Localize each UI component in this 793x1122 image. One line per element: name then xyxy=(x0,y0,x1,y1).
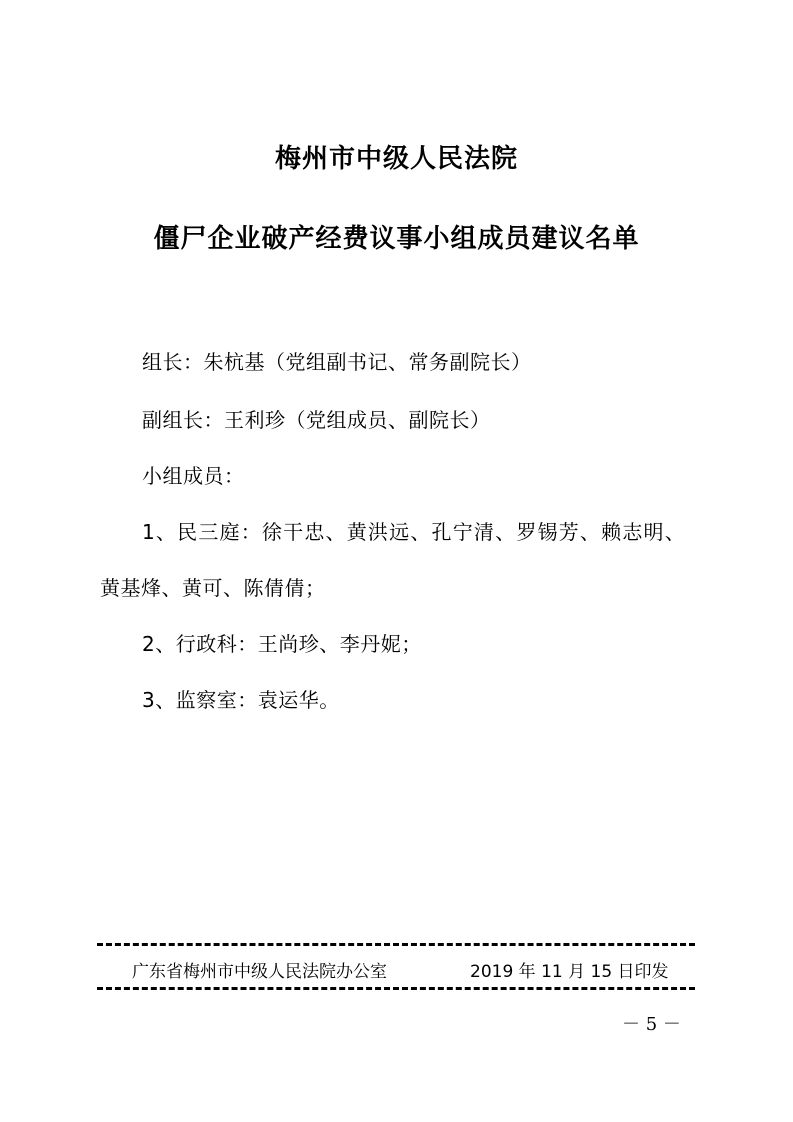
member-list-item: 2、行政科：王尚珍、李丹妮； xyxy=(142,632,422,656)
deputy-leader-line: 副组长：王利珍（党组成员、副院长） xyxy=(142,408,491,432)
member-list-item: 1、民三庭：徐干忠、黄洪远、孔宁清、罗锡芳、赖志明、 xyxy=(142,520,686,544)
member-list-item-continuation: 黄基烽、黄可、陈倩倩； xyxy=(100,576,326,600)
document-subtitle: 僵尸企业破产经费议事小组成员建议名单 xyxy=(153,224,640,254)
footer-issuer: 广东省梅州市中级人民法院办公室 xyxy=(132,962,387,982)
footer-issue-date: 2019 年 11 月 15 日印发 xyxy=(470,962,669,982)
page-number: － 5 － xyxy=(622,1014,681,1035)
footer-rule-top xyxy=(97,943,695,946)
member-list-item: 3、监察室：袁运华。 xyxy=(142,688,340,712)
members-heading: 小组成员： xyxy=(142,464,245,488)
group-leader-line: 组长：朱杭基（党组副书记、常务副院长） xyxy=(142,350,532,374)
document-title: 梅州市中级人民法院 xyxy=(274,144,518,174)
footer-rule-bottom xyxy=(97,987,695,990)
